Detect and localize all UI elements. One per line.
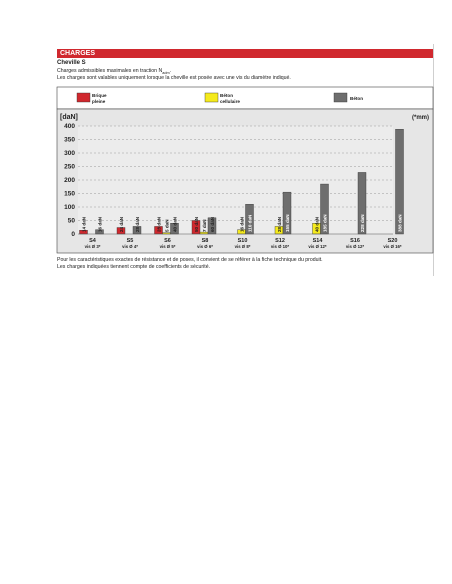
y-tick-label: 400 xyxy=(64,123,75,131)
bar-value-label: 185 daN xyxy=(322,214,328,232)
footnote-1: Pour les caractéristiques exactes de résistance et de poses, il convient de se référer à la fiche technique du produit. xyxy=(57,257,323,263)
bar-value-label: 60 daN xyxy=(210,216,215,232)
x-tick-sublabel: vis Ø 4* xyxy=(122,244,138,249)
y-tick-label: 200 xyxy=(64,177,75,185)
x-tick-sublabel: vis Ø 12* xyxy=(345,244,365,249)
bar-value-label: 14 daN xyxy=(81,216,87,232)
legend-label-beton: Béton xyxy=(350,96,364,101)
intro-subscript: adm xyxy=(162,71,170,76)
x-tick-labels xyxy=(85,238,402,249)
bar-value-label: 40 daN xyxy=(172,216,178,232)
bar-value-label: 155 daN xyxy=(285,214,290,232)
y-tick-label: 100 xyxy=(64,204,75,212)
y-tick-label: 50 xyxy=(67,217,75,225)
x-tick-sublabel: vis Ø 6* xyxy=(197,244,213,249)
bar-value-label: 40 daN xyxy=(314,216,320,232)
bar-value-label: 28 daN xyxy=(277,216,282,232)
legend-swatch-beton-cellulaire xyxy=(205,93,218,102)
y-tick-label: 0 xyxy=(71,231,75,239)
x-tick-label: S6 xyxy=(164,238,171,244)
y-tick-label: 350 xyxy=(64,136,75,144)
x-tick-sublabel: vis Ø 16* xyxy=(383,244,402,249)
y-tick-label: 150 xyxy=(64,190,75,198)
x-tick-label: S12 xyxy=(275,238,285,244)
legend-swatch-beton xyxy=(334,93,347,102)
section-title: CHARGES xyxy=(60,50,96,57)
bar-value-label: 28 daN xyxy=(156,216,162,232)
x-tick-label: S20 xyxy=(387,238,398,244)
bar-value-label: 16 daN xyxy=(239,216,245,232)
x-tick-sublabel: vis Ø 3* xyxy=(84,244,101,249)
x-tick-label: S8 xyxy=(201,238,209,244)
legend-label-cellulaire-1: Béton xyxy=(220,93,234,98)
x-tick-label: S4 xyxy=(89,238,96,244)
product-title: Cheville S xyxy=(57,60,86,66)
x-tick-sublabel: vis Ø 8* xyxy=(234,244,251,249)
x-tick-sublabel: vis Ø 5* xyxy=(159,244,176,249)
x-tick-sublabel: vis Ø 12* xyxy=(308,244,327,249)
footnote-2: Les charges indiquées tiennent compte de coefficients de sécurité. xyxy=(57,264,211,270)
bar-value-label: 7 daN xyxy=(202,219,207,232)
bar-value-label: 50 daN xyxy=(194,216,199,232)
x-tick-label: S5 xyxy=(126,238,134,244)
y-tick-label: 250 xyxy=(64,163,75,171)
bar-value-label: 388 daN xyxy=(397,214,403,232)
bar-value-label: 5 daN xyxy=(164,219,170,232)
legend-label-brique-1: Brique xyxy=(92,93,107,98)
legend-box xyxy=(57,87,433,109)
bar-value-label: 228 daN xyxy=(360,214,365,232)
legend-swatch-brique xyxy=(77,93,90,102)
x-tick-label: S14 xyxy=(312,238,323,244)
y-axis-unit: [daN] xyxy=(60,114,78,121)
intro-line-1-end: . xyxy=(169,68,172,74)
bar-value-label: 16 daN xyxy=(97,216,103,232)
bar-value-label: 110 daN xyxy=(247,214,253,232)
x-tick-sublabel: vis Ø 10* xyxy=(270,244,290,249)
intro-line-1-text: Charges admissibles maximales en traction N xyxy=(57,68,163,74)
y-tick-label: 300 xyxy=(64,150,75,158)
bar-value-label: 24 daN xyxy=(119,216,124,232)
screw-unit-note: (*mm) xyxy=(412,115,430,121)
x-tick-label: S16 xyxy=(350,238,360,244)
legend-label-brique-2: pleine xyxy=(92,99,106,104)
legend-label-cellulaire-2: cellulaire xyxy=(220,99,240,104)
x-tick-label: S10 xyxy=(237,238,248,244)
bar-value-label: 28 daN xyxy=(135,216,140,232)
intro-line-2: Les charges sont valables uniquement lorsque la cheville est posée avec une vis du diamètre indiqué. xyxy=(57,75,291,81)
